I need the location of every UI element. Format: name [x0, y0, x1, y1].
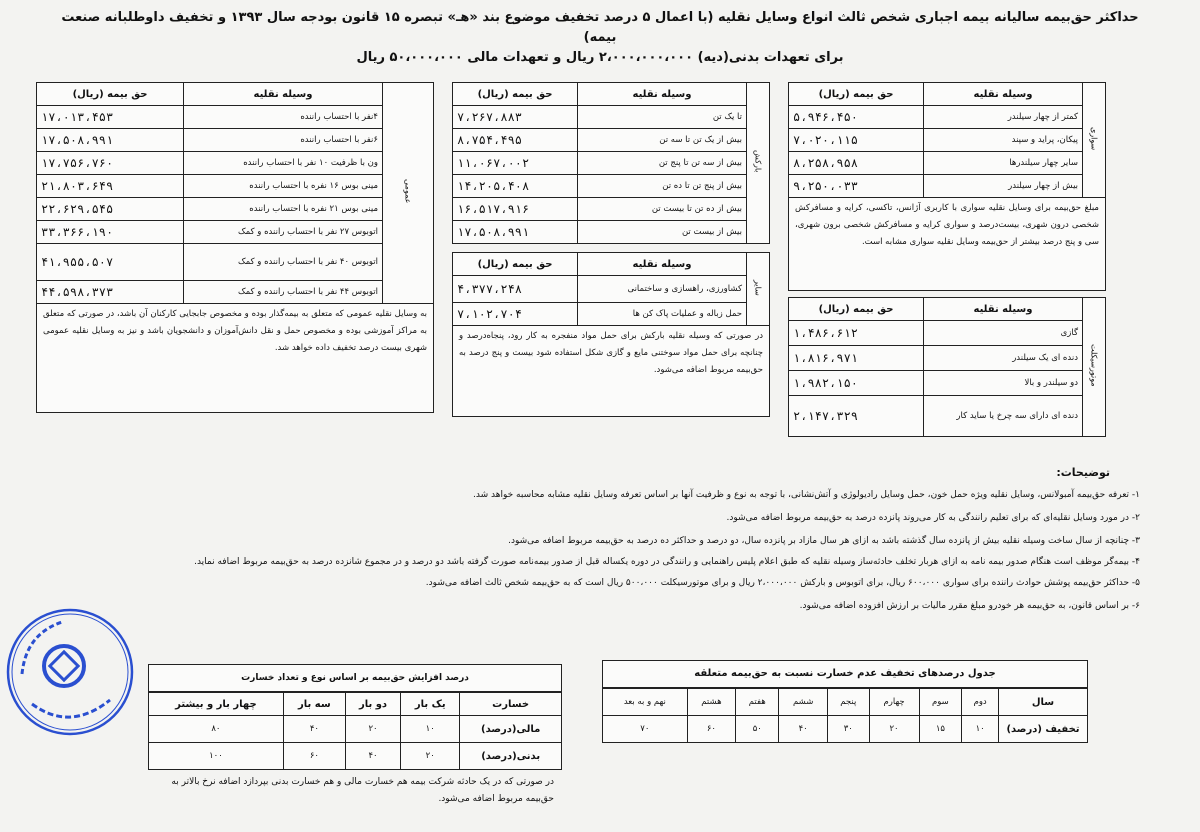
- other-note: در صورتی که وسیله نقلیه بارکش برای حمل مواد منفجره به کار رود، پنجاه‌درصد و چنانچه برای حمل مواد سوختنی مایع و گازی شکل استفاده شود بیست و پنج درصد به حق‌بیمه مربوط اضافه می‌شود.: [452, 326, 770, 417]
- truck-row-label: بیش از سه تن تا پنج تن: [578, 152, 747, 175]
- car-vehicle-header: وسیله نقلیه: [924, 83, 1083, 106]
- bus-row-label: ۶نفر با احتساب راننده: [184, 129, 383, 152]
- car-row-label: پیکان، پراید و سپند: [924, 129, 1083, 152]
- moto-row-value: ۲،۱۴۷،۳۲۹: [789, 396, 924, 437]
- discount-percent: ۱۵: [919, 716, 962, 743]
- surcharge-value: ۴۰: [345, 743, 400, 770]
- discount-percent: ۱۰: [962, 716, 999, 743]
- discount-table: [602, 688, 1088, 743]
- truck-row-label: بیش از پنج تن تا ده تن: [578, 175, 747, 198]
- surcharge-header: یک بار: [401, 693, 460, 716]
- explanations-section: [60, 462, 1140, 618]
- moto-row-value: ۱،۴۸۶،۶۱۲: [789, 321, 924, 346]
- explanation-item: ۲- در مورد وسایل نقلیه‌ای که برای تعلیم رانندگی به کار می‌روند پانزده درصد به حق‌بیمه مربوط اضافه می‌شود.: [726, 513, 1140, 523]
- other-group-cell: [747, 253, 770, 326]
- surcharge-note: در صورتی که در یک حادثه شرکت بیمه هم خسارت مالی و هم خسارت بدنی بپردازد اضافه نرخ بالاتر به حق‌بیمه مربوط اضافه می‌شود.: [171, 777, 554, 804]
- explanation-item: ۴- بیمه‌گر موظف است هنگام صدور بیمه نامه به ازای هربار تخلف حادثه‌ساز وسیله نقلیه که طبق اعلام پلیس راهنمایی و رانندگی در دوره یکساله قبل از صدور بیمه‌نامه صورت گرفته باشد دو درصد و در مجموع شانزده درصد به حق‌بیمه مربوط اضافه نماید.: [194, 557, 1140, 567]
- car-row-label: سایر چهار سیلندرها: [924, 152, 1083, 175]
- moto-row-label: دو سیلندر و بالا: [924, 371, 1083, 396]
- discount-percent: ۳۰: [828, 716, 870, 743]
- discount-percent: ۷۰: [603, 716, 688, 743]
- surcharge-header: دو بار: [345, 693, 400, 716]
- discount-percent: ۴۰: [779, 716, 828, 743]
- other-row-label: حمل زباله و عملیات پاک کن ها: [578, 303, 747, 326]
- moto-group-cell: [1083, 298, 1106, 437]
- truck-row-value: ۱۷،۵۰۸،۹۹۱: [453, 221, 578, 244]
- truck-group-cell: [747, 83, 770, 244]
- car-row-value: ۸،۲۵۸،۹۵۸: [789, 152, 924, 175]
- bus-row-value: ۴۱،۹۵۵،۵۰۷: [37, 244, 184, 281]
- bus-row-value: ۴۴،۵۹۸،۳۷۳: [37, 281, 184, 304]
- bus-row-label: اتوبوس ۲۷ نفر با احتساب راننده و کمک: [184, 221, 383, 244]
- truck-row-label: بیش از ده تن تا بیست تن: [578, 198, 747, 221]
- truck-row-label: تا یک تن: [578, 106, 747, 129]
- truck-table: [452, 82, 770, 244]
- surcharge-row-label: بدنی(درصد): [460, 743, 562, 770]
- bus-premium-header: حق بیمه (ریال): [37, 83, 184, 106]
- moto-premium-header: حق بیمه (ریال): [789, 298, 924, 321]
- car-group-label: سواری: [1089, 126, 1099, 151]
- car-row-value: ۹،۲۵۰،۰۳۳: [789, 175, 924, 198]
- discount-year: پنجم: [828, 689, 870, 716]
- moto-row-label: دنده ای یک سیلندر: [924, 346, 1083, 371]
- surcharge-value: ۸۰: [149, 716, 284, 743]
- other-row-label: کشاورزی، راهسازی و ساختمانی: [578, 276, 747, 303]
- surcharge-header: خسارت: [460, 693, 562, 716]
- bus-table-container: [36, 82, 434, 454]
- explanation-item: ۱- تعرفه حق‌بیمه آمبولانس، وسایل نقلیه ویژه حمل خون، حمل وسایل رادیولوژی و آتش‌نشانی، با توجه به نوع و ظرفیت آنها بر اساس تعرفه وسایل نقلیه مشابه محاسبه خواهد شد.: [473, 490, 1140, 500]
- bus-group-label: عمومی: [403, 179, 413, 204]
- car-premium-header: حق بیمه (ریال): [789, 83, 924, 106]
- other-group-label: سایر: [753, 279, 763, 296]
- discount-year-header: سال: [999, 689, 1088, 716]
- other-row-value: ۴،۳۷۷،۲۴۸: [453, 276, 578, 303]
- truck-row-value: ۷،۲۶۷،۸۸۳: [453, 106, 578, 129]
- discount-table-block: [602, 660, 1088, 743]
- car-row-label: بیش از چهار سیلندر: [924, 175, 1083, 198]
- truck-vehicle-header: وسیله نقلیه: [578, 83, 747, 106]
- discount-percent: ۶۰: [687, 716, 736, 743]
- discount-year: چهارم: [869, 689, 919, 716]
- bus-row-label: ۴نفر با احتساب راننده: [184, 106, 383, 129]
- official-stamp: [2, 604, 138, 740]
- other-vehicle-header: وسیله نقلیه: [578, 253, 747, 276]
- moto-group-label: موتورسیکلت: [1089, 344, 1099, 387]
- discount-year: نهم و به بعد: [603, 689, 688, 716]
- discount-percent: ۲۰: [869, 716, 919, 743]
- bus-note: به وسایل نقلیه عمومی که متعلق به بیمه‌گذار بوده و مخصوص جابجایی کارکنان آن باشد، در صورتی که متعلق به مراکز آموزشی بوده و مخصوص حمل و نقل دانش‌آموزان و دانشجویان باشد و نیز به وسایل نقلیه عمومی شهری بیست درصد تخفیف داده خواهد شد.: [36, 304, 434, 413]
- surcharge-value: ۶۰: [283, 743, 345, 770]
- surcharge-value: ۲۰: [401, 743, 460, 770]
- surcharge-caption: درصد افزایش حق‌بیمه بر اساس نوع و تعداد خسارت: [148, 664, 562, 692]
- discount-year: هفتم: [736, 689, 779, 716]
- page-title: حداکثر حق‌بیمه سالیانه بیمه اجباری شخص ثالث انواع وسایل نقلیه (با اعمال ۵ درصد تخفیف موضوع بند «هـ» تبصره ۱۵ قانون بودجه سال ۱۳۹۳ و تخفیف داوطلبانه صنعت بیمه): [61, 10, 1139, 45]
- moto-row-label: گازی: [924, 321, 1083, 346]
- discount-year: دوم: [962, 689, 999, 716]
- surcharge-header: سه بار: [283, 693, 345, 716]
- stamp-seal-icon: [2, 604, 138, 740]
- bus-row-label: مینی بوس ۱۶ نفره با احتساب راننده: [184, 175, 383, 198]
- bus-row-value: ۱۷،۵۰۸،۹۹۱: [37, 129, 184, 152]
- other-premium-header: حق بیمه (ریال): [453, 253, 578, 276]
- page-subtitle: برای تعهدات بدنی(دیه) ۲،۰۰۰،۰۰۰،۰۰۰ ریال و تعهدات مالی ۵۰،۰۰۰،۰۰۰ ریال: [356, 50, 844, 65]
- surcharge-value: ۲۰: [345, 716, 400, 743]
- surcharge-header: چهار بار و بیشتر: [149, 693, 284, 716]
- car-row-label: کمتر از چهار سیلندر: [924, 106, 1083, 129]
- surcharge-value: ۴۰: [283, 716, 345, 743]
- bus-row-value: ۲۱،۸۰۳،۶۴۹: [37, 175, 184, 198]
- moto-table: [788, 297, 1106, 437]
- discount-percent-header: تخفیف (درصد): [999, 716, 1088, 743]
- truck-row-value: ۱۱،۰۶۷،۰۰۲: [453, 152, 578, 175]
- truck-row-label: بیش از یک تن تا سه تن: [578, 129, 747, 152]
- explanations-heading: توضیحات:: [1056, 466, 1110, 479]
- discount-year: ششم: [779, 689, 828, 716]
- surcharge-value: ۱۰: [401, 716, 460, 743]
- other-table: [452, 252, 770, 326]
- truck-premium-header: حق بیمه (ریال): [453, 83, 578, 106]
- moto-row-value: ۱،۹۸۲،۱۵۰: [789, 371, 924, 396]
- discount-year: سوم: [919, 689, 962, 716]
- bus-row-label: اتوبوس ۴۰ نفر با احتساب راننده و کمک: [184, 244, 383, 281]
- moto-vehicle-header: وسیله نقلیه: [924, 298, 1083, 321]
- moto-row-label: دنده ای دارای سه چرخ یا ساید کار: [924, 396, 1083, 437]
- bus-row-value: ۱۷،۰۱۳،۴۵۳: [37, 106, 184, 129]
- discount-caption: جدول درصدهای تخفیف عدم خسارت نسبت به حق‌بیمه متعلقه: [602, 660, 1088, 688]
- car-table-container: [788, 82, 1106, 492]
- truck-row-label: بیش از بیست تن: [578, 221, 747, 244]
- surcharge-value: ۱۰۰: [149, 743, 284, 770]
- explanation-item: ۳- چنانچه از سال ساخت وسیله نقلیه بیش از پانزده سال گذشته باشد به ازای هر سال مازاد بر پانزده سال، دو درصد و حداکثر ده درصد به حق‌بیمه مربوط اضافه می‌شود.: [508, 536, 1140, 546]
- bus-group-cell: [383, 83, 434, 304]
- car-table: [788, 82, 1106, 198]
- car-row-value: ۷،۰۲۰،۱۱۵: [789, 129, 924, 152]
- bus-row-label: مینی بوس ۲۱ نفره با احتساب راننده: [184, 198, 383, 221]
- bus-row-label: ون با ظرفیت ۱۰ نفر با احتساب راننده: [184, 152, 383, 175]
- car-group-cell: [1083, 83, 1106, 198]
- truck-table-container: [452, 82, 770, 454]
- bus-row-label: اتوبوس ۴۴ نفر با احتساب راننده و کمک: [184, 281, 383, 304]
- surcharge-table: [148, 692, 562, 770]
- bus-table: [36, 82, 434, 304]
- truck-row-value: ۱۴،۲۰۵،۴۰۸: [453, 175, 578, 198]
- explanation-item: ۵- حداکثر حق‌بیمه پوشش حوادث راننده برای سواری ۶۰۰،۰۰۰ ریال، برای اتوبوس و بارکش ۲،۰۰۰،۰۰۰ ریال و برای موتورسیکلت ۵۰۰،۰۰۰ ریال است که به حق‌بیمه شخص ثالث اضافه می‌شود.: [425, 578, 1140, 588]
- bus-row-value: ۲۲،۶۲۹،۵۴۵: [37, 198, 184, 221]
- car-note: مبلغ حق‌بیمه برای وسایل نقلیه سواری با کاربری آژانس، تاکسی، کرایه و مسافرکش شخصی درون شهری، بیست‌درصد و سواری کرایه و مسافرکش شخصی برون شهری، سی و پنج درصد بیشتر از حق‌بیمه وسایل نقلیه سواری مشابه است.: [788, 198, 1106, 291]
- bus-row-value: ۱۷،۷۵۶،۷۶۰: [37, 152, 184, 175]
- truck-group-label: بارکش: [753, 150, 763, 173]
- discount-percent: ۵۰: [736, 716, 779, 743]
- truck-row-value: ۸،۷۵۴،۴۹۵: [453, 129, 578, 152]
- car-row-value: ۵،۹۴۶،۴۵۰: [789, 106, 924, 129]
- other-row-value: ۷،۱۰۲،۷۰۴: [453, 303, 578, 326]
- bus-row-value: ۳۳،۳۶۶،۱۹۰: [37, 221, 184, 244]
- surcharge-row-label: مالی(درصد): [460, 716, 562, 743]
- explanation-item: ۶- بر اساس قانون، به حق‌بیمه هر خودرو مبلغ مقرر مالیات بر ارزش افزوده اضافه می‌شود.: [799, 601, 1140, 611]
- bus-vehicle-header: وسیله نقلیه: [184, 83, 383, 106]
- discount-year: هشتم: [687, 689, 736, 716]
- moto-row-value: ۱،۸۱۶،۹۷۱: [789, 346, 924, 371]
- surcharge-table-block: [148, 664, 562, 812]
- truck-row-value: ۱۶،۵۱۷،۹۱۶: [453, 198, 578, 221]
